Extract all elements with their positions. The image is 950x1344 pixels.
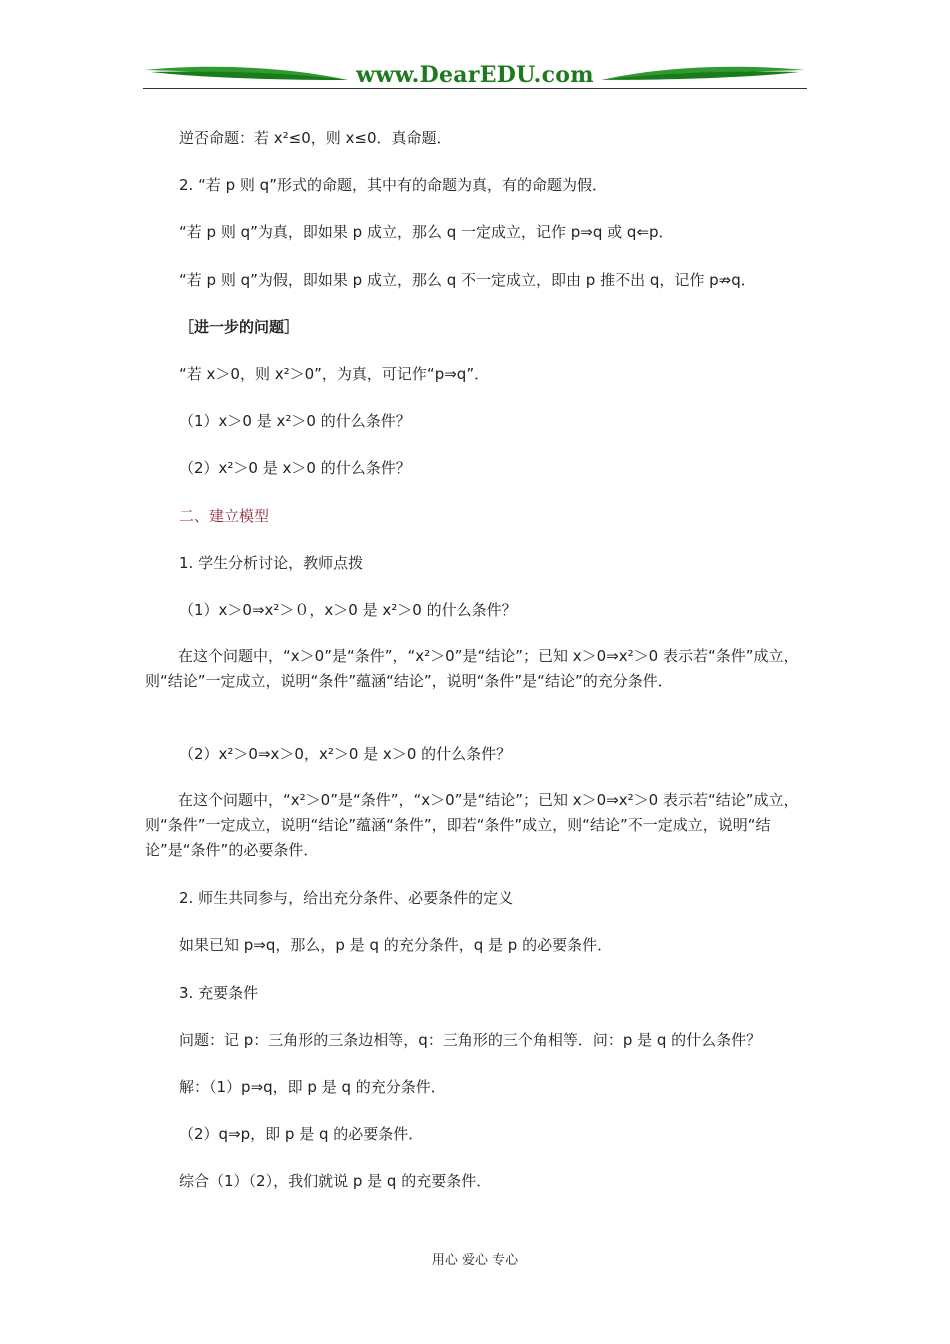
text-line: （1）x＞0⇒x²＞０，x＞0 是 x²＞0 的什么条件？ [179,601,517,619]
text-line: 2. 师生共同参与，给出充分条件、必要条件的定义 [179,889,514,907]
paragraph [145,788,809,863]
header-rule [143,88,807,89]
text-line: （1）x＞0 是 x²＞0 的什么条件？ [179,412,411,430]
text-line: （2）q⇒p，即 p 是 q 的必要条件． [179,1125,424,1143]
paragraph-text: 在这个问题中，“x＞0”是“条件”，“x²＞0”是“结论”；已知 x＞0⇒x²＞0 表示若“条件”成立，则“结论”一定成立，说明“条件”蕴涵“结论”，说明“条件”是“结论”的充分条件． [145,647,799,690]
text-line: “若 p 则 q”为真，即如果 p 成立，那么 q 一定成立，记作 p⇒q 或 q⇐p． [179,223,674,241]
text-line: 逆否命题：若 x²≤0，则 x≤0．真命题． [179,129,452,147]
text-line: 如果已知 p⇒q，那么，p 是 q 的充分条件，q 是 p 的必要条件． [179,936,613,954]
paragraph-text: 在这个问题中，“x²＞0”是“条件”，“x＞0”是“结论”；已知 x＞0⇒x²＞0 表示若“结论”成立，则“条件”一定成立，说明“结论”蕴涵“条件”，即若“条件”成立，则“结论”不一定成立，说明“结论”是“条件”的必要条件． [145,791,799,859]
text-line: 2. “若 p 则 q”形式的命题，其中有的命题为真，有的命题为假． [179,176,607,194]
text-line: 3. 充要条件 [179,984,259,1002]
text-line: “若 x＞0，则 x²＞0”，为真，可记作“p⇒q”． [179,365,490,383]
paragraph [145,644,809,694]
section-subheading: ［进一步的问题］ [179,318,300,336]
text-line: （2）x²＞0⇒x＞0，x²＞0 是 x＞0 的什么条件？ [179,745,512,763]
text-line: （2）x²＞0 是 x＞0 的什么条件？ [179,459,411,477]
section-heading: 二、建立模型 [179,507,270,525]
site-logo: www.DearEDU.com [356,62,594,88]
text-line: 综合（1）（2），我们就说 p 是 q 的充要条件． [179,1172,492,1190]
text-line: 1. 学生分析讨论，教师点拨 [179,554,364,572]
page-footer: 用心 爱心 专心 [431,1253,519,1268]
text-line: 问题：记 p：三角形的三条边相等，q：三角形的三个角相等．问：p 是 q 的什么条件？ [179,1031,762,1049]
text-line: “若 p 则 q”为假，即如果 p 成立，那么 q 不一定成立，即由 p 推不出 q，记作 p⇏q． [179,271,756,289]
text-line: 解：（1）p⇒q，即 p 是 q 的充分条件． [179,1078,446,1096]
